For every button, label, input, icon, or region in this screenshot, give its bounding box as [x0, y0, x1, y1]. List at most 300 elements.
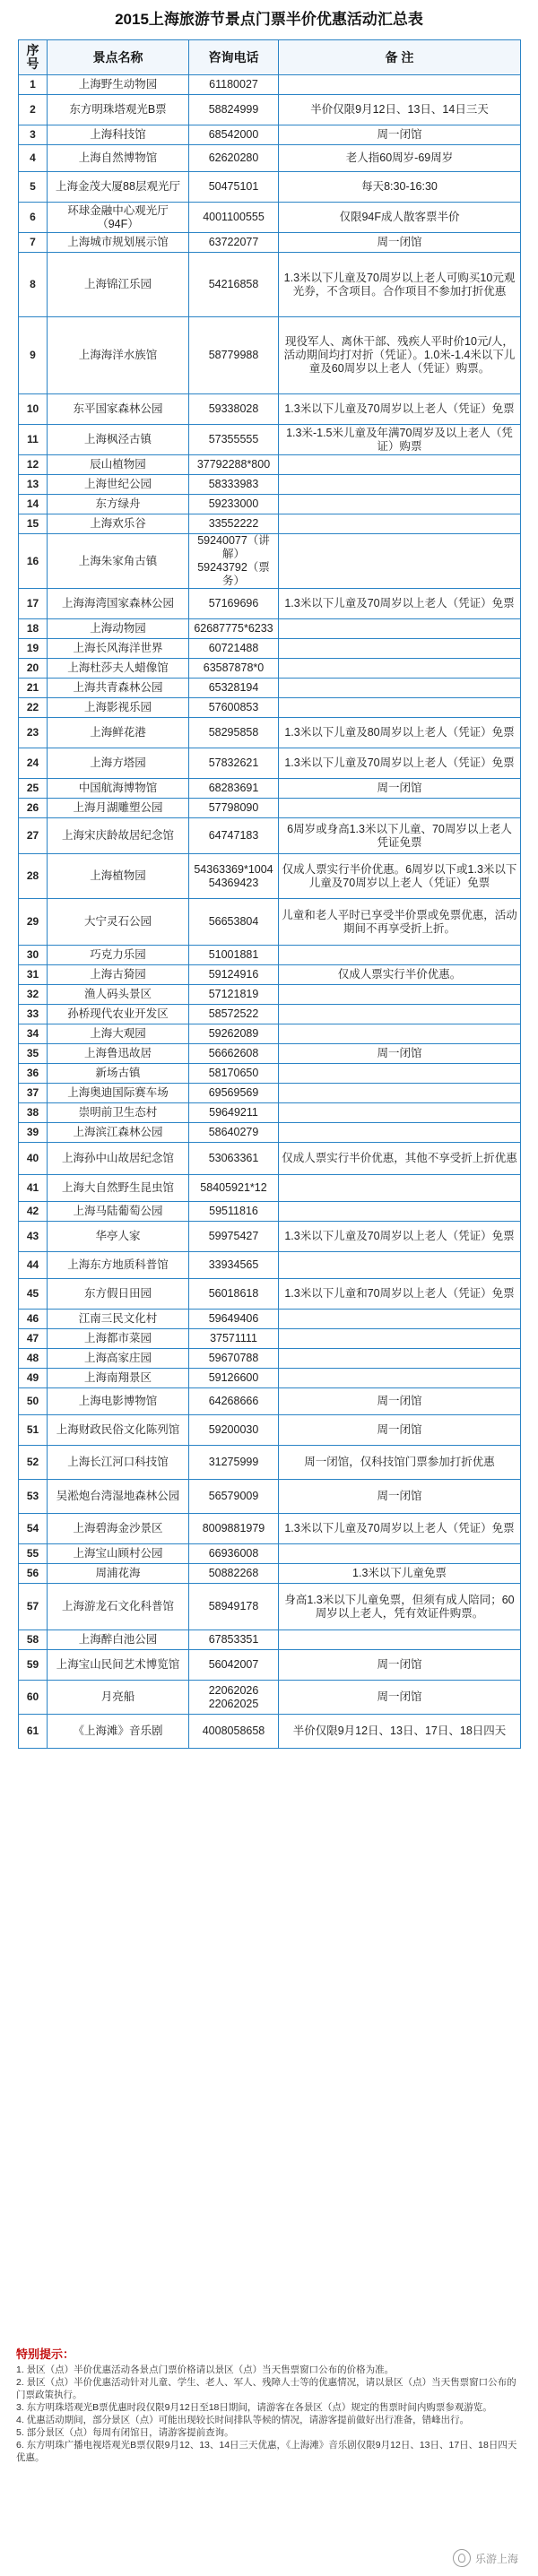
table-row: [19, 425, 521, 455]
table-row: [19, 253, 521, 317]
attraction-name: 上海财政民俗文化陈列馆: [48, 1415, 189, 1446]
phone-number: 63722077: [189, 233, 279, 253]
attraction-name: 上海奥迪国际赛车场: [48, 1084, 189, 1103]
phone-number: 58333983: [189, 475, 279, 495]
row-number: 35: [19, 1044, 48, 1064]
table-row: [19, 1064, 521, 1084]
phone-number: 58779988: [189, 317, 279, 394]
remark: 身高1.3米以下儿童免票，但须有成人陪同；60周岁以上老人，凭有效证件购票。: [279, 1584, 521, 1630]
phone-number: 54216858: [189, 253, 279, 317]
remark: [279, 1329, 521, 1349]
row-number: 27: [19, 818, 48, 854]
phone-number: 31275999: [189, 1446, 279, 1480]
remark: 1.3米以下儿童及70周岁以上老人可购买10元观光券，不含项目。合作项目不参加打折优惠: [279, 253, 521, 317]
row-number: 13: [19, 475, 48, 495]
table-row: [19, 899, 521, 946]
row-number: 42: [19, 1202, 48, 1222]
phone-number: 58170650: [189, 1064, 279, 1084]
phone-number: 57355555: [189, 425, 279, 455]
table-row: [19, 1175, 521, 1202]
row-number: 57: [19, 1584, 48, 1630]
attraction-name: 渔人码头景区: [48, 985, 189, 1005]
phone-number: 59649406: [189, 1310, 279, 1329]
phone-number: 59649211: [189, 1103, 279, 1123]
phone-number: 59200030: [189, 1415, 279, 1446]
watermark-text: 乐游上海: [474, 2552, 518, 2565]
remark: [279, 1252, 521, 1279]
table-row: [19, 1564, 521, 1584]
attraction-name: 上海金茂大厦88层观光厅: [48, 172, 189, 203]
table-row: [19, 965, 521, 985]
table-row: [19, 172, 521, 203]
table-row: [19, 1544, 521, 1564]
phone-number: 56018618: [189, 1279, 279, 1310]
table-row: [19, 818, 521, 854]
phone-number: 4001100555: [189, 203, 279, 233]
remark: [279, 1024, 521, 1044]
row-number: 6: [19, 203, 48, 233]
attraction-name: 崇明前卫生态村: [48, 1103, 189, 1123]
table-row: [19, 1630, 521, 1650]
row-number: 32: [19, 985, 48, 1005]
table-row: [19, 534, 521, 589]
remark: [279, 1310, 521, 1329]
table-row: [19, 799, 521, 818]
phone-number: 56042007: [189, 1650, 279, 1681]
phone-number: 57798090: [189, 799, 279, 818]
attraction-name: 《上海滩》音乐剧: [48, 1715, 189, 1749]
phone-number: 65328194: [189, 679, 279, 698]
remark: [279, 475, 521, 495]
attraction-name: 上海欢乐谷: [48, 514, 189, 534]
attraction-name: 华亭人家: [48, 1222, 189, 1252]
attraction-name: 上海城市规划展示馆: [48, 233, 189, 253]
remark: 周一闭馆: [279, 1480, 521, 1514]
row-number: 46: [19, 1310, 48, 1329]
row-number: 8: [19, 253, 48, 317]
remark: [279, 75, 521, 95]
row-number: 49: [19, 1369, 48, 1388]
table-row: [19, 1480, 521, 1514]
table-row: [19, 619, 521, 639]
table-row: [19, 679, 521, 698]
phone-number: 33552222: [189, 514, 279, 534]
attraction-name: 上海锦江乐园: [48, 253, 189, 317]
attraction-name: 上海杜莎夫人蜡像馆: [48, 659, 189, 679]
table-row: [19, 317, 521, 394]
table-row: [19, 1143, 521, 1175]
phone-number: 50475101: [189, 172, 279, 203]
phone-number: 62687775*6233: [189, 619, 279, 639]
remark: [279, 1064, 521, 1084]
special-note-item: 4. 优惠活动期间，部分景区（点）可能出现较长时间排队等候的情况，请游客提前做好出行准备，错峰出行。: [16, 2415, 470, 2425]
phone-number: 62620280: [189, 145, 279, 172]
phone-number: 59262089: [189, 1024, 279, 1044]
remark: 周一闭馆，仅科技馆门票参加打折优惠: [279, 1446, 521, 1480]
row-number: 2: [19, 95, 48, 125]
attraction-name: 东方明珠塔观光B票: [48, 95, 189, 125]
row-number: 55: [19, 1544, 48, 1564]
phone-number: 68542000: [189, 125, 279, 145]
attraction-name: 上海南翔景区: [48, 1369, 189, 1388]
phone-number: 69569569: [189, 1084, 279, 1103]
special-notes-title: 特别提示：: [16, 2347, 75, 2361]
row-number: 58: [19, 1630, 48, 1650]
row-number: 45: [19, 1279, 48, 1310]
attraction-name: 东方假日田园: [48, 1279, 189, 1310]
phone-number: 33934565: [189, 1252, 279, 1279]
phone-number: 63587878*0: [189, 659, 279, 679]
attraction-name: 上海方塔园: [48, 748, 189, 779]
table-row: [19, 1415, 521, 1446]
table-row: [19, 475, 521, 495]
attraction-name: 上海植物园: [48, 854, 189, 899]
row-number: 16: [19, 534, 48, 589]
row-number: 30: [19, 946, 48, 965]
remark: 1.3米以下儿童及80周岁以上老人（凭证）免票: [279, 718, 521, 748]
special-note-item: 3. 东方明珠塔观光B票优惠时段仅限9月12日至18日期间，请游客在各景区（点）规定的售票时间内购票参观游览。: [16, 2402, 492, 2413]
attraction-name: 周浦花海: [48, 1564, 189, 1584]
phone-number: 56662608: [189, 1044, 279, 1064]
phone-number: 57832621: [189, 748, 279, 779]
table-row: [19, 1123, 521, 1143]
phone-number: 59975427: [189, 1222, 279, 1252]
attraction-name: 上海影视乐园: [48, 698, 189, 718]
row-number: 50: [19, 1388, 48, 1415]
table-row: [19, 233, 521, 253]
row-number: 44: [19, 1252, 48, 1279]
row-number: 3: [19, 125, 48, 145]
phone-number: 64268666: [189, 1388, 279, 1415]
phone-number: 56653804: [189, 899, 279, 946]
remark: 仅成人票实行半价优惠，其他不享受折上折优惠: [279, 1143, 521, 1175]
remark: 周一闭馆: [279, 1388, 521, 1415]
attraction-name: 上海月湖雕塑公园: [48, 799, 189, 818]
phone-number: 59240077（讲解） 59243792（票务）: [189, 534, 279, 589]
table-row: [19, 985, 521, 1005]
row-number: 34: [19, 1024, 48, 1044]
row-number: 47: [19, 1329, 48, 1349]
phone-number: 53063361: [189, 1143, 279, 1175]
remark: [279, 1084, 521, 1103]
remark: 1.3米-1.5米儿童及年满70周岁及以上老人（凭证）购票: [279, 425, 521, 455]
remark: [279, 1103, 521, 1123]
row-number: 4: [19, 145, 48, 172]
phone-number: 58949178: [189, 1584, 279, 1630]
table-row: [19, 1279, 521, 1310]
table-row: [19, 1202, 521, 1222]
row-number: 60: [19, 1681, 48, 1715]
row-number: 38: [19, 1103, 48, 1123]
remark: [279, 1005, 521, 1024]
attraction-name: 上海碧海金沙景区: [48, 1514, 189, 1544]
attraction-name: 上海宝山民间艺术博览馆: [48, 1650, 189, 1681]
remark: 1.3米以下儿童及70周岁以上老人（凭证）免票: [279, 394, 521, 425]
phone-number: 59124916: [189, 965, 279, 985]
row-number: 48: [19, 1349, 48, 1369]
row-number: 14: [19, 495, 48, 514]
attraction-name: 上海长江河口科技馆: [48, 1446, 189, 1480]
phone-number: 58824999: [189, 95, 279, 125]
table-row: [19, 698, 521, 718]
table-row: [19, 125, 521, 145]
remark: [279, 659, 521, 679]
row-number: 20: [19, 659, 48, 679]
remark: 现役军人、离休干部、残疾人平时价10元/人，活动期间均打对折（凭证）。1.0米-1.4米以下儿童及60周岁以上老人（凭证）购票。: [279, 317, 521, 394]
row-number: 31: [19, 965, 48, 985]
row-number: 5: [19, 172, 48, 203]
table-row: [19, 748, 521, 779]
table-body: [19, 75, 521, 1749]
remark: 老人指60周岁-69周岁: [279, 145, 521, 172]
row-number: 29: [19, 899, 48, 946]
table-row: [19, 1369, 521, 1388]
row-number: 28: [19, 854, 48, 899]
row-number: 25: [19, 779, 48, 799]
attraction-name: 大宁灵石公园: [48, 899, 189, 946]
phone-number: 58405921*12: [189, 1175, 279, 1202]
attraction-name: 上海长风海洋世界: [48, 639, 189, 659]
table-row: [19, 718, 521, 748]
row-number: 9: [19, 317, 48, 394]
table-row: [19, 1514, 521, 1544]
row-number: 37: [19, 1084, 48, 1103]
remark: [279, 514, 521, 534]
row-number: 11: [19, 425, 48, 455]
remark: [279, 698, 521, 718]
remark: 周一闭馆: [279, 125, 521, 145]
row-number: 26: [19, 799, 48, 818]
phone-number: 59126600: [189, 1369, 279, 1388]
phone-number: 67853351: [189, 1630, 279, 1650]
table-row: [19, 1024, 521, 1044]
remark: [279, 1630, 521, 1650]
table-row: [19, 779, 521, 799]
attraction-name: 孙桥现代农业开发区: [48, 1005, 189, 1024]
remark: 1.3米以下儿童和70周岁以上老人（凭证）免票: [279, 1279, 521, 1310]
watermark: [453, 2549, 518, 2567]
attraction-name: 上海世纪公园: [48, 475, 189, 495]
attraction-name: 上海宝山顾村公园: [48, 1544, 189, 1564]
row-number: 41: [19, 1175, 48, 1202]
remark: [279, 619, 521, 639]
row-number: 36: [19, 1064, 48, 1084]
attraction-name: 东平国家森林公园: [48, 394, 189, 425]
remark: 周一闭馆: [279, 1681, 521, 1715]
remark: [279, 1123, 521, 1143]
row-number: 17: [19, 589, 48, 619]
table-row: [19, 95, 521, 125]
phone-number: 56579009: [189, 1480, 279, 1514]
attraction-name: 上海自然博物馆: [48, 145, 189, 172]
phone-number: 4008058658: [189, 1715, 279, 1749]
remark: [279, 495, 521, 514]
phone-number: 54363369*1004 54369423: [189, 854, 279, 899]
remark: [279, 1202, 521, 1222]
phone-number: 68283691: [189, 779, 279, 799]
attraction-name: 上海枫泾古镇: [48, 425, 189, 455]
attraction-name: 上海电影博物馆: [48, 1388, 189, 1415]
remark: 1.3米以下儿童及70周岁以上老人（凭证）免票: [279, 1222, 521, 1252]
remark: 儿童和老人平时已享受半价票或免票优惠，活动期间不再享受折上折。: [279, 899, 521, 946]
phone-number: 58295858: [189, 718, 279, 748]
phone-number: 60721488: [189, 639, 279, 659]
remark: 半价仅限9月12日、13日、14日三天: [279, 95, 521, 125]
phone-number: 59233000: [189, 495, 279, 514]
attraction-name: 江南三民文化村: [48, 1310, 189, 1329]
row-number: 59: [19, 1650, 48, 1681]
phone-number: 58572522: [189, 1005, 279, 1024]
attraction-name: 环球金融中心观光厅（94F）: [48, 203, 189, 233]
phone-number: 59511816: [189, 1202, 279, 1222]
table-row: [19, 639, 521, 659]
attraction-name: 上海动物园: [48, 619, 189, 639]
attraction-name: 上海醉白池公园: [48, 1630, 189, 1650]
phone-number: 37792288*800: [189, 455, 279, 475]
attraction-name: 上海大观园: [48, 1024, 189, 1044]
phone-number: 59670788: [189, 1349, 279, 1369]
table-row: [19, 455, 521, 475]
attraction-name: 辰山植物园: [48, 455, 189, 475]
row-number: 1: [19, 75, 48, 95]
table-row: [19, 1329, 521, 1349]
remark: 1.3米以下儿童及70周岁以上老人（凭证）免票: [279, 748, 521, 779]
remark: [279, 1544, 521, 1564]
row-number: 52: [19, 1446, 48, 1480]
table-row: [19, 394, 521, 425]
row-number: 12: [19, 455, 48, 475]
remark: 仅成人票实行半价优惠。: [279, 965, 521, 985]
header-name: 景点名称: [48, 40, 189, 75]
row-number: 18: [19, 619, 48, 639]
table-row: [19, 1715, 521, 1749]
special-note-item: 5. 部分景区（点）每周有闭馆日，请游客提前查询。: [16, 2427, 234, 2438]
remark: [279, 985, 521, 1005]
table-row: [19, 203, 521, 233]
remark: 6周岁或身高1.3米以下儿童、70周岁以上老人凭证免票: [279, 818, 521, 854]
phone-number: 58640279: [189, 1123, 279, 1143]
attraction-name: 上海鲁迅故居: [48, 1044, 189, 1064]
table-row: [19, 1044, 521, 1064]
remark: [279, 1175, 521, 1202]
phone-number: 57169696: [189, 589, 279, 619]
table-row: [19, 495, 521, 514]
phone-number: 37571111: [189, 1329, 279, 1349]
phone-number: 66936008: [189, 1544, 279, 1564]
table-row: [19, 1446, 521, 1480]
phone-number: 57121819: [189, 985, 279, 1005]
row-number: 54: [19, 1514, 48, 1544]
table-row: [19, 1005, 521, 1024]
attraction-name: 巧克力乐园: [48, 946, 189, 965]
row-number: 39: [19, 1123, 48, 1143]
table-row: [19, 75, 521, 95]
remark: 仅成人票实行半价优惠。6周岁以下或1.3米以下儿童及70周岁以上老人（凭证）免票: [279, 854, 521, 899]
table-row: [19, 145, 521, 172]
attraction-name: 上海朱家角古镇: [48, 534, 189, 589]
row-number: 43: [19, 1222, 48, 1252]
attraction-name: 上海共青森林公园: [48, 679, 189, 698]
attraction-name: 新场古镇: [48, 1064, 189, 1084]
remark: 周一闭馆: [279, 233, 521, 253]
table-row: [19, 1388, 521, 1415]
table-row: [19, 1252, 521, 1279]
phone-number: 50882268: [189, 1564, 279, 1584]
table-row: [19, 1584, 521, 1630]
table-row: [19, 659, 521, 679]
remark: 周一闭馆: [279, 1044, 521, 1064]
row-number: 40: [19, 1143, 48, 1175]
row-number: 53: [19, 1480, 48, 1514]
phone-number: 61180027: [189, 75, 279, 95]
attraction-name: 上海鲜花港: [48, 718, 189, 748]
phone-number: 51001881: [189, 946, 279, 965]
remark: [279, 799, 521, 818]
row-number: 33: [19, 1005, 48, 1024]
remark: [279, 639, 521, 659]
special-note-item: 1. 景区（点）半价优惠活动各景点门票价格请以景区（点）当天售票窗口公布的价格为准。: [16, 2364, 395, 2375]
row-number: 56: [19, 1564, 48, 1584]
row-number: 61: [19, 1715, 48, 1749]
row-number: 21: [19, 679, 48, 698]
special-note-item: 2. 景区（点）半价优惠活动针对儿童、学生、老人、军人、残障人士等的优惠情况，请以景区（点）当天售票窗口公布的门票政策执行。: [16, 2377, 516, 2400]
remark: [279, 679, 521, 698]
row-number: 24: [19, 748, 48, 779]
remark: 1.3米以下儿童及70周岁以上老人（凭证）免票: [279, 1514, 521, 1544]
special-note-item: 6. 东方明珠广播电视塔观光B票仅限9月12、13、14日三天优惠，《上海滩》音乐剧仅限9月12日、13日、17日、18日四天优惠。: [16, 2440, 517, 2463]
phone-number: 57600853: [189, 698, 279, 718]
attractions-table: [18, 39, 521, 1749]
header-note: 备 注: [279, 40, 521, 75]
table-row: [19, 589, 521, 619]
watermark-logo-icon: [453, 2549, 471, 2567]
remark: 周一闭馆: [279, 1650, 521, 1681]
attraction-name: 月亮船: [48, 1681, 189, 1715]
attraction-name: 吴淞炮台湾湿地森林公园: [48, 1480, 189, 1514]
attraction-name: 东方绿舟: [48, 495, 189, 514]
special-notes-list: [16, 2364, 522, 2464]
attraction-name: 上海大自然野生昆虫馆: [48, 1175, 189, 1202]
remark: 周一闭馆: [279, 1415, 521, 1446]
attraction-name: 上海科技馆: [48, 125, 189, 145]
table-row: [19, 1349, 521, 1369]
header-tel: 咨询电话: [189, 40, 279, 75]
row-number: 19: [19, 639, 48, 659]
remark: 半价仅限9月12日、13日、17日、18日四天: [279, 1715, 521, 1749]
table-row: [19, 1310, 521, 1329]
attraction-name: 中国航海博物馆: [48, 779, 189, 799]
table-row: [19, 1650, 521, 1681]
remark: 仅限94F成人散客票半价: [279, 203, 521, 233]
row-number: 10: [19, 394, 48, 425]
table-row: [19, 946, 521, 965]
attraction-name: 上海海湾国家森林公园: [48, 589, 189, 619]
table-header-row: [19, 40, 521, 75]
special-notes: [16, 2348, 522, 2464]
attraction-name: 上海东方地质科普馆: [48, 1252, 189, 1279]
table-row: [19, 1681, 521, 1715]
phone-number: 22062026 22062025: [189, 1681, 279, 1715]
table-row: [19, 1103, 521, 1123]
attraction-name: 上海都市菜园: [48, 1329, 189, 1349]
row-number: 51: [19, 1415, 48, 1446]
attraction-name: 上海马陆葡萄公园: [48, 1202, 189, 1222]
table-row: [19, 854, 521, 899]
attraction-name: 上海古猗园: [48, 965, 189, 985]
table-row: [19, 1084, 521, 1103]
table-row: [19, 1222, 521, 1252]
remark: 1.3米以下儿童免票: [279, 1564, 521, 1584]
